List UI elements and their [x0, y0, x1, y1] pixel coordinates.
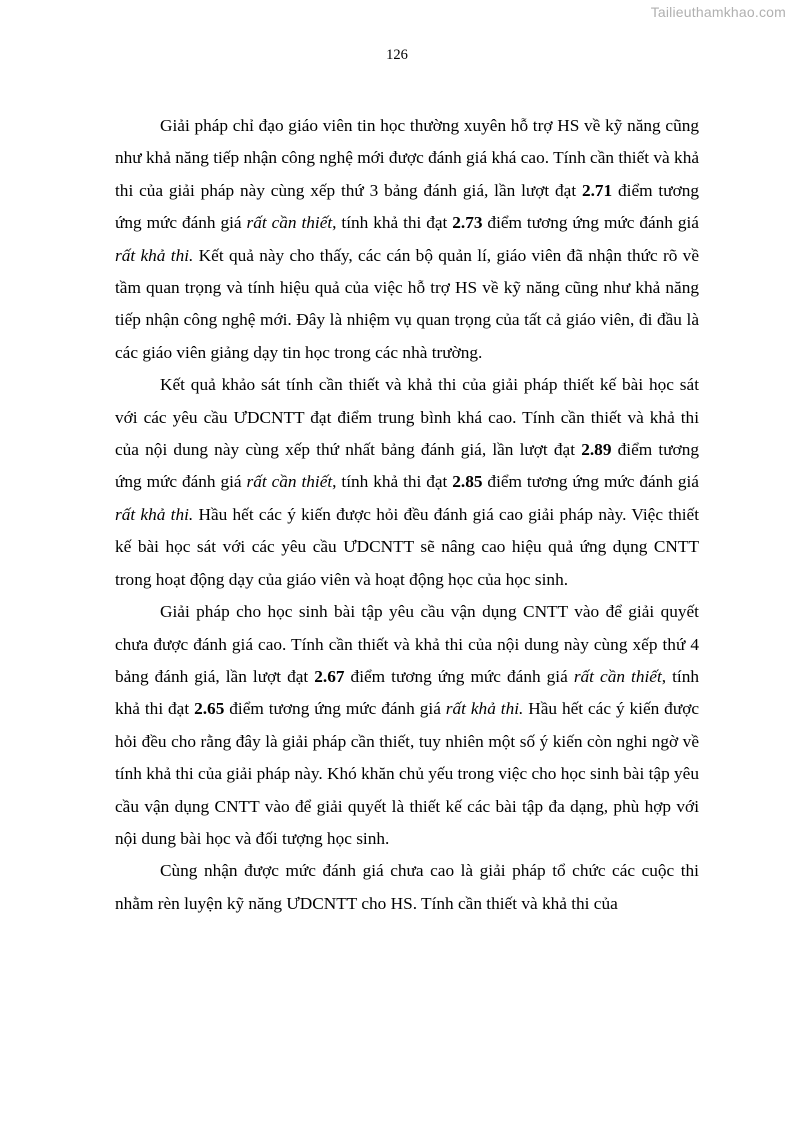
text-run: Kết quả khảo sát tính cần thiết và khả thi của giải pháp thiết kế bài học sát với các yêu cầu ƯDCNTT đạt điểm trung bình khá cao. Tính cần thiết và khả thi của nội dung này cùng xếp thứ nhất bảng đánh giá, lần lượt đạt: [115, 375, 699, 460]
italic-phrase: rất cần thiết: [573, 666, 662, 686]
paragraph-3: [115, 596, 699, 855]
italic-phrase: rất cần thiết: [246, 472, 333, 492]
bold-score: 2.73: [452, 213, 483, 233]
text-run: , tính khả thi đạt: [332, 213, 453, 233]
italic-phrase: rất khả thi.: [115, 245, 194, 265]
bold-score: 2.89: [581, 440, 612, 460]
text-run: , tính khả thi đạt: [115, 666, 700, 719]
italic-phrase: rất cần thiết: [246, 213, 333, 233]
paragraph-2: [115, 369, 699, 596]
page-number: 126: [386, 47, 408, 63]
bold-score: 2.67: [314, 666, 345, 686]
text-run: điểm tương ứng mức đánh giá: [482, 472, 699, 492]
text-run: điểm tương ứng mức đánh giá: [344, 666, 574, 686]
text-run: điểm tương ứng mức đánh giá: [482, 213, 699, 233]
italic-phrase: rất khả thi.: [445, 699, 524, 719]
text-run: Giải pháp cho học sinh bài tập yêu cầu vận dụng CNTT vào để giải quyết chưa được đánh giá cao. Tính cần thiết và khả thi của nội dung này cùng xếp thứ 4 bảng đánh giá, lần lượt đạt: [115, 602, 699, 686]
text-run: Cùng nhận được mức đánh giá chưa cao là giải pháp tổ chức các cuộc thi nhằm rèn luyện kỹ năng ƯDCNTT cho HS. Tính cần thiết và khả thi của: [115, 861, 699, 913]
text-run: Giải pháp chỉ đạo giáo viên tin học thường xuyên hỗ trợ HS về kỹ năng cũng như khả năng tiếp nhận công nghệ mới được đánh giá khá cao. Tính cần thiết và khả thi của giải pháp này cùng xếp thứ 3 bảng đánh giá, lần lượt đạt: [115, 116, 699, 200]
text-run: Hầu hết các ý kiến được hỏi đều đánh giá cao giải pháp này. Việc thiết kế bài học sát với các yêu cầu ƯDCNTT sẽ nâng cao hiệu quả ứng dụng CNTT trong hoạt động dạy của giáo viên và hoạt động học của học sinh.: [115, 504, 699, 589]
bold-score: 2.65: [194, 699, 225, 719]
bold-score: 2.71: [581, 180, 613, 200]
bold-score: 2.85: [452, 472, 483, 492]
watermark: Tailieuthamkhao.com: [650, 4, 786, 20]
paragraph-1: [115, 110, 699, 369]
text-run: điểm tương ứng mức đánh giá: [224, 699, 446, 719]
paragraph-4: [115, 855, 699, 920]
text-run: , tính khả thi đạt: [332, 472, 453, 492]
document-body: [115, 110, 699, 920]
text-run: điểm tương ứng mức đánh giá: [115, 440, 699, 492]
italic-phrase: rất khả thi.: [115, 504, 194, 524]
text-run: Kết quả này cho thấy, các cán bộ quản lí, giáo viên đã nhận thức rõ về tầm quan trọng và tính hiệu quả của việc hỗ trợ HS về kỹ năng cũng như khả năng tiếp nhận công nghệ mới. Đây là nhiệm vụ quan trọng của tất cả giáo viên, đi đầu là các giáo viên giảng dạy tin học trong các nhà trường.: [115, 245, 699, 362]
text-run: điểm tương ứng mức đánh giá: [115, 180, 699, 233]
text-run: Hầu hết các ý kiến được hỏi đều cho rằng đây là giải pháp cần thiết, tuy nhiên một số ý kiến còn nghi ngờ về tính khả thi của giải pháp này. Khó khăn chủ yếu trong việc cho học sinh bài tập yêu cầu vận dụng CNTT vào để giải quyết là thiết kế các bài tập đa dạng, phù hợp với nội dung bài học và đối tượng học sinh.: [115, 699, 699, 848]
